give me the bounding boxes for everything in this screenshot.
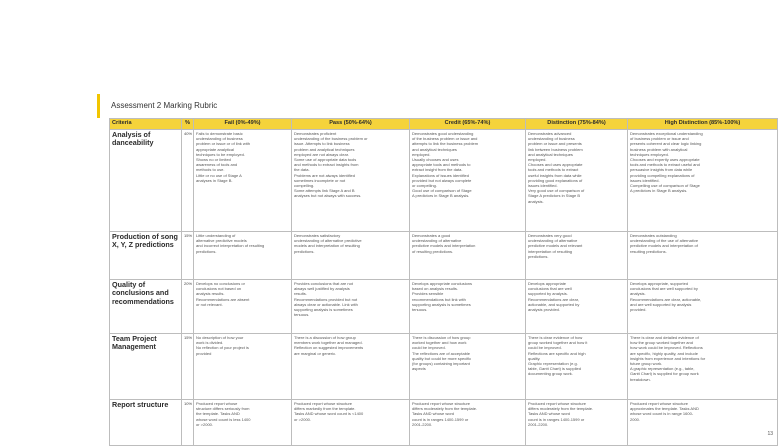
distinction-cell-line: useful insights from data while [528,172,582,178]
credit-cell-line: Explanations of issues identified [412,172,469,178]
fail-cell [194,400,292,446]
pass-cell [292,130,410,232]
criteria-cell-line: Team Project [112,334,157,343]
credit-cell-line: attempts to link the business problem [412,141,479,147]
rubric-body [110,130,778,446]
fail-cell-line: and incorrect interpretation of resulting [196,243,265,249]
credit-cell-line: Demonstrates a good [412,233,451,238]
pass-cell-line: Provides conclusions that are not [294,281,353,286]
high-distinction-cell-line: and are well supported by analysis [630,301,692,307]
pass-cell-line: always clear or actionable. Link with [294,301,358,307]
fail-cell-line: understanding of business [196,136,243,142]
weight-cell: 20% [182,280,194,334]
distinction-cell-line: problem or issue and presents [528,141,582,147]
distinction-cell-line: issues identified. [528,183,558,189]
fail-cell-line: Recommendations are absent [196,296,250,302]
high-distinction-cell-line: future group work. [630,361,663,367]
header-percent: % [182,119,194,130]
criteria-cell-line: danceability [112,138,154,148]
credit-cell-line: Develops appropriate conclusions [412,281,473,286]
fail-cell-line: work is divided. [196,340,224,346]
fail-cell-line: whose word count is less 1400 [196,416,251,422]
fail-cell-line: appropriate analytical [196,146,235,152]
pass-cell-line: Problems are not always identified [294,172,355,178]
fail-cell [194,280,292,334]
distinction-cell [526,400,628,446]
credit-cell-line: employed. [412,151,431,157]
high-distinction-cell-line: tools and methods to extract useful and [630,162,700,168]
fail-cell-line: Produced report whose [196,401,238,406]
fail-cell-line: provided [196,350,212,356]
criteria-cell-line: Quality of [112,280,146,289]
criteria-cell-line: Report structure [112,400,169,409]
fail-cell-line: analysis results. [196,291,225,297]
distinction-cell-line: quality. [528,355,541,361]
high-distinction-cell-line: A graphic representation (e.g., table, [630,366,695,372]
pass-cell-line: are marginal or generic. [294,350,337,356]
title-accent-bar [97,94,100,118]
fail-cell-line: analyses in Stage B. [196,177,233,183]
distinction-cell-line: Demonstrates very good [528,233,572,238]
distinction-cell-line: Graphic representation (e.g. [528,361,578,367]
fail-cell-line: the template. Tasks AND [196,411,240,417]
distinction-cell-line: There is clear evidence of how [528,335,583,340]
high-distinction-cell-line: provided. [630,307,647,313]
high-distinction-cell-line: There is clear and detailed evidence of [630,335,699,340]
distinction-cell-line: Stage A predictors in Stage B [528,193,581,199]
page-title: Assessment 2 Marking Rubric [111,101,218,110]
credit-cell-line: (for groups) containing important [412,361,470,367]
distinction-cell-line: understanding of business [528,136,575,142]
criteria-cell-line: Analysis of [112,130,151,139]
pass-cell-line: and methods to extract insights from [294,162,359,168]
pass-cell-line: understanding of alternative predictive [294,238,362,244]
criteria-cell [110,334,182,400]
fail-cell-line: structure differs seriously from [196,406,250,412]
credit-cell [410,130,526,232]
pass-cell-line: models and interpretation of resulting [294,243,360,249]
credit-cell-line: of resulting predictions. [412,248,454,254]
high-distinction-cell [628,232,778,280]
high-distinction-cell [628,130,778,232]
header-fail: Fail (0%-49%) [194,119,292,130]
criteria-cell-line: conclusions and [112,288,169,298]
distinction-cell-line: group worked together and how it [528,340,588,346]
credit-cell-line: understanding of alternative [412,238,462,244]
credit-cell [410,232,526,280]
weight-cell: 15% [182,334,194,400]
pass-cell-line: members work together and managed. [294,340,363,346]
fail-cell-line: or >2000. [196,421,214,427]
header-credit: Credit (65%-74%) [410,119,526,130]
distinction-cell-line: Develops appropriate [528,281,567,286]
credit-cell-line: Good use of comparison of Stage [412,188,472,194]
distinction-cell-line: Recommendations are clear, [528,296,579,302]
credit-cell-line: differs moderately from the template. [412,406,478,412]
high-distinction-cell [628,280,778,334]
pass-cell-line: Some attempts link Stage A and B [294,188,355,194]
credit-cell-line: quality but could be more specific [412,355,472,361]
pass-cell-line: or >2000. [294,416,312,422]
distinction-cell-line: analysis provided. [528,307,561,313]
credit-cell-line: Demonstrates good understanding [412,131,474,136]
credit-cell-line: worked together and how work [412,340,467,346]
fail-cell-line: Fails to demonstrate basic [196,131,243,136]
high-distinction-cell-line: how work could be improved. Reflections [630,345,703,351]
pass-cell-line: tenuous. [294,312,310,318]
fail-cell-line: conclusions not based on [196,286,242,292]
distinction-cell [526,280,628,334]
high-distinction-cell-line: issues identified. [630,177,660,183]
distinction-cell-line: documenting group work. [528,371,573,377]
header-high-distinction: High Distinction (85%-100%) [628,119,778,130]
pass-cell-line: Tasks AND whose word count is <1400 [294,411,364,417]
high-distinction-cell-line: Chooses and expertly uses appropriate [630,157,700,163]
credit-cell-line: aspects [412,366,426,372]
credit-cell-line: based on analysis results. [412,286,459,292]
header-row [110,119,778,130]
high-distinction-cell-line: approximates the template. Tasks AND [630,406,699,412]
credit-cell-line: predictive models and interpretation [412,243,476,249]
distinction-cell-line: analysis. [528,198,544,204]
credit-cell [410,334,526,400]
criteria-cell [110,280,182,334]
fail-cell-line: Little or no use of Stage A [196,172,242,178]
pass-cell-line: sometimes incomplete or not [294,177,346,183]
distinction-cell-line: Very good use of comparison of [528,188,585,194]
high-distinction-cell-line: Produced report whose structure [630,401,689,406]
distinction-cell-line: Produced report whose structure [528,401,587,406]
pass-cell-line: problem and analytical techniques [294,146,355,152]
distinction-cell-line: supported by analysis. [528,291,568,297]
table-row [110,232,778,280]
fail-cell-line: methods to use. [196,167,225,173]
high-distinction-cell-line: breakdown. [630,376,651,382]
pass-cell-line: Produced report whose structure [294,401,353,406]
page-number: 13 [767,431,773,437]
pass-cell-line: results. [294,291,307,297]
fail-cell-line: alternative predictive models [196,238,247,244]
high-distinction-cell-line: A predictors in Stage B analysis. [630,188,688,194]
pass-cell-line: understanding of the business problem or [294,136,368,142]
credit-cell-line: There is discussion of how group [412,335,471,340]
pass-cell-line: There is a discussion of how group [294,335,356,340]
distinction-cell-line: differs moderately from the template. [528,406,594,412]
pass-cell-line: predictions. [294,248,315,254]
credit-cell-line: tenuous. [412,307,428,313]
fail-cell-line: No reflection of your project is [196,345,249,351]
distinction-cell-line: predictive models and relevant [528,243,583,249]
weight-cell: 15% [182,232,194,280]
credit-cell-line: Usually chooses and uses [412,157,459,163]
distinction-cell [526,130,628,232]
fail-cell-line: Shows no or limited [196,157,231,163]
distinction-cell-line: count is in ranges 1400-1599 or [528,416,585,422]
high-distinction-cell-line: Compelling use of comparison of Stage [630,183,700,189]
distinction-cell-line: Chooses and uses appropriate [528,162,583,168]
criteria-cell [110,400,182,446]
high-distinction-cell-line: how the group worked together and [630,340,693,346]
pass-cell-line: always well justified by analysis [294,286,350,292]
high-distinction-cell-line: Gantt Chart) is supplied for group work [630,371,699,377]
high-distinction-cell-line: whose word count is in range 1600- [630,411,694,417]
distinction-cell-line: employed. [528,157,547,163]
credit-cell-line: provided but not always complete [412,177,472,183]
high-distinction-cell-line: are specific, highly quality, and include [630,350,698,356]
pass-cell-line: Some use of appropriate data tools [294,157,357,163]
high-distinction-cell-line: business problem with analytical [630,146,688,152]
criteria-cell-line: Production of song [112,232,178,241]
distinction-cell-line: understanding of alternative [528,238,578,244]
distinction-cell [526,232,628,280]
fail-cell-line: problem or issue or of link with [196,141,251,147]
distinction-cell-line: interpretation of resulting [528,248,573,254]
header-distinction: Distinction (75%-84%) [526,119,628,130]
high-distinction-cell-line: 2000. [630,416,641,422]
distinction-cell-line: 2001-2200. [528,421,549,427]
pass-cell [292,280,410,334]
distinction-cell-line: predictions. [528,253,549,259]
fail-cell [194,130,292,232]
high-distinction-cell-line: insights from experience and intentions for [630,355,706,361]
pass-cell [292,334,410,400]
table-row [110,130,778,232]
high-distinction-cell-line: analysis. [630,291,646,297]
fail-cell-line: predictions. [196,248,217,254]
distinction-cell-line: conclusions that are well [528,286,572,292]
high-distinction-cell-line: predictive models and interpretation of [630,243,698,249]
credit-cell-line: Tasks AND whose word [412,411,455,417]
fail-cell-line: awareness of tools and [196,162,238,168]
credit-cell-line: Produced report whose structure [412,401,471,406]
credit-cell-line: The reflections are of acceptable [412,350,471,356]
credit-cell-line: extract insight from the data. [412,167,463,173]
high-distinction-cell [628,334,778,400]
high-distinction-cell-line: techniques employed. [630,151,669,157]
table-row [110,334,778,400]
header-pass: Pass (50%-64%) [292,119,410,130]
high-distinction-cell-line: providing compelling explanations of [630,172,695,178]
pass-cell-line: analyses but not always with success. [294,193,362,199]
high-distinction-cell-line: conclusions that are well supported by [630,286,698,292]
pass-cell-line: compelling. [294,183,315,189]
credit-cell-line: 2001-2200. [412,421,433,427]
credit-cell-line: or compelling. [412,183,437,189]
pass-cell [292,400,410,446]
pass-cell-line: Reflection on suggested improvements [294,345,364,351]
pass-cell-line: Demonstrates proficient [294,131,337,136]
credit-cell-line: count is in ranges 1400-1599 or [412,416,469,422]
credit-cell-line: could be improved. [412,345,446,351]
fail-cell-line: techniques to be employed. [196,151,245,157]
credit-cell-line: recommendations but link with [412,296,466,302]
high-distinction-cell-line: understanding of the use of alternative [630,238,699,244]
distinction-cell-line: Reflections are specific and high [528,350,586,356]
credit-cell-line: of the business problem or issue and [412,136,478,142]
credit-cell-line: supporting analysis is sometimes [412,301,471,307]
credit-cell-line: appropriate tools and methods to [412,162,471,168]
distinction-cell-line: providing good explanations of [528,177,583,183]
credit-cell-line: A predictors in Stage B analysis. [412,193,470,199]
fail-cell [194,334,292,400]
high-distinction-cell-line: presents coherent and clear logic linking [630,141,702,147]
distinction-cell-line: Demonstrates advanced [528,131,572,136]
high-distinction-cell-line: of business problem or issue and [630,136,689,142]
distinction-cell [526,334,628,400]
fail-cell [194,232,292,280]
criteria-cell-line: recommendations [112,296,174,306]
high-distinction-cell-line: resulting predictions. [630,248,667,254]
high-distinction-cell-line: Develops appropriate, supported [630,281,689,286]
criteria-cell-line: X, Y, Z predictions [112,240,174,250]
fail-cell-line: No description of how your [196,335,244,340]
pass-cell-line: employed are not always clear. [294,151,349,157]
header-criteria: Criteria [110,119,182,130]
distinction-cell-line: Tasks AND whose word [528,411,571,417]
distinction-cell-line: and analytical techniques [528,151,573,157]
fail-cell-line: or not relevant. [196,301,223,307]
table-row [110,400,778,446]
distinction-cell-line: tools and methods to extract [528,167,579,173]
credit-cell-line: Provides sensible [412,291,444,297]
criteria-cell [110,232,182,280]
high-distinction-cell-line: Demonstrates outstanding [630,233,677,238]
credit-cell [410,400,526,446]
pass-cell [292,232,410,280]
fail-cell-line: Develops no conclusions or [196,281,245,286]
weight-cell: 40% [182,130,194,232]
pass-cell-line: supporting analysis is sometimes [294,307,353,313]
pass-cell-line: Demonstrates satisfactory [294,233,341,238]
high-distinction-cell-line: Demonstrates exceptional understanding [630,131,703,136]
high-distinction-cell-line: persuasive insights from data while [630,167,693,173]
credit-cell-line: and analytical techniques [412,146,457,152]
distinction-cell-line: actionable, and supported by [528,301,580,307]
criteria-cell [110,130,182,232]
distinction-cell-line: link between business problem [528,146,583,152]
high-distinction-cell-line: Recommendations are clear, actionable, [630,296,702,302]
distinction-cell-line: table, Gantt Chart) is supplied [528,366,581,372]
pass-cell-line: Recommendations provided but not [294,296,358,302]
table-row [110,280,778,334]
high-distinction-cell [628,400,778,446]
credit-cell [410,280,526,334]
criteria-cell-line: Management [112,342,156,352]
rubric-table [109,118,778,446]
pass-cell-line: differs markedly from the template. [294,406,356,412]
fail-cell-line: Little understanding of [196,233,236,238]
pass-cell-line: issue. Attempts to link business [294,141,350,147]
distinction-cell-line: could be improved. [528,345,562,351]
weight-cell: 10% [182,400,194,446]
pass-cell-line: the data. [294,167,310,173]
